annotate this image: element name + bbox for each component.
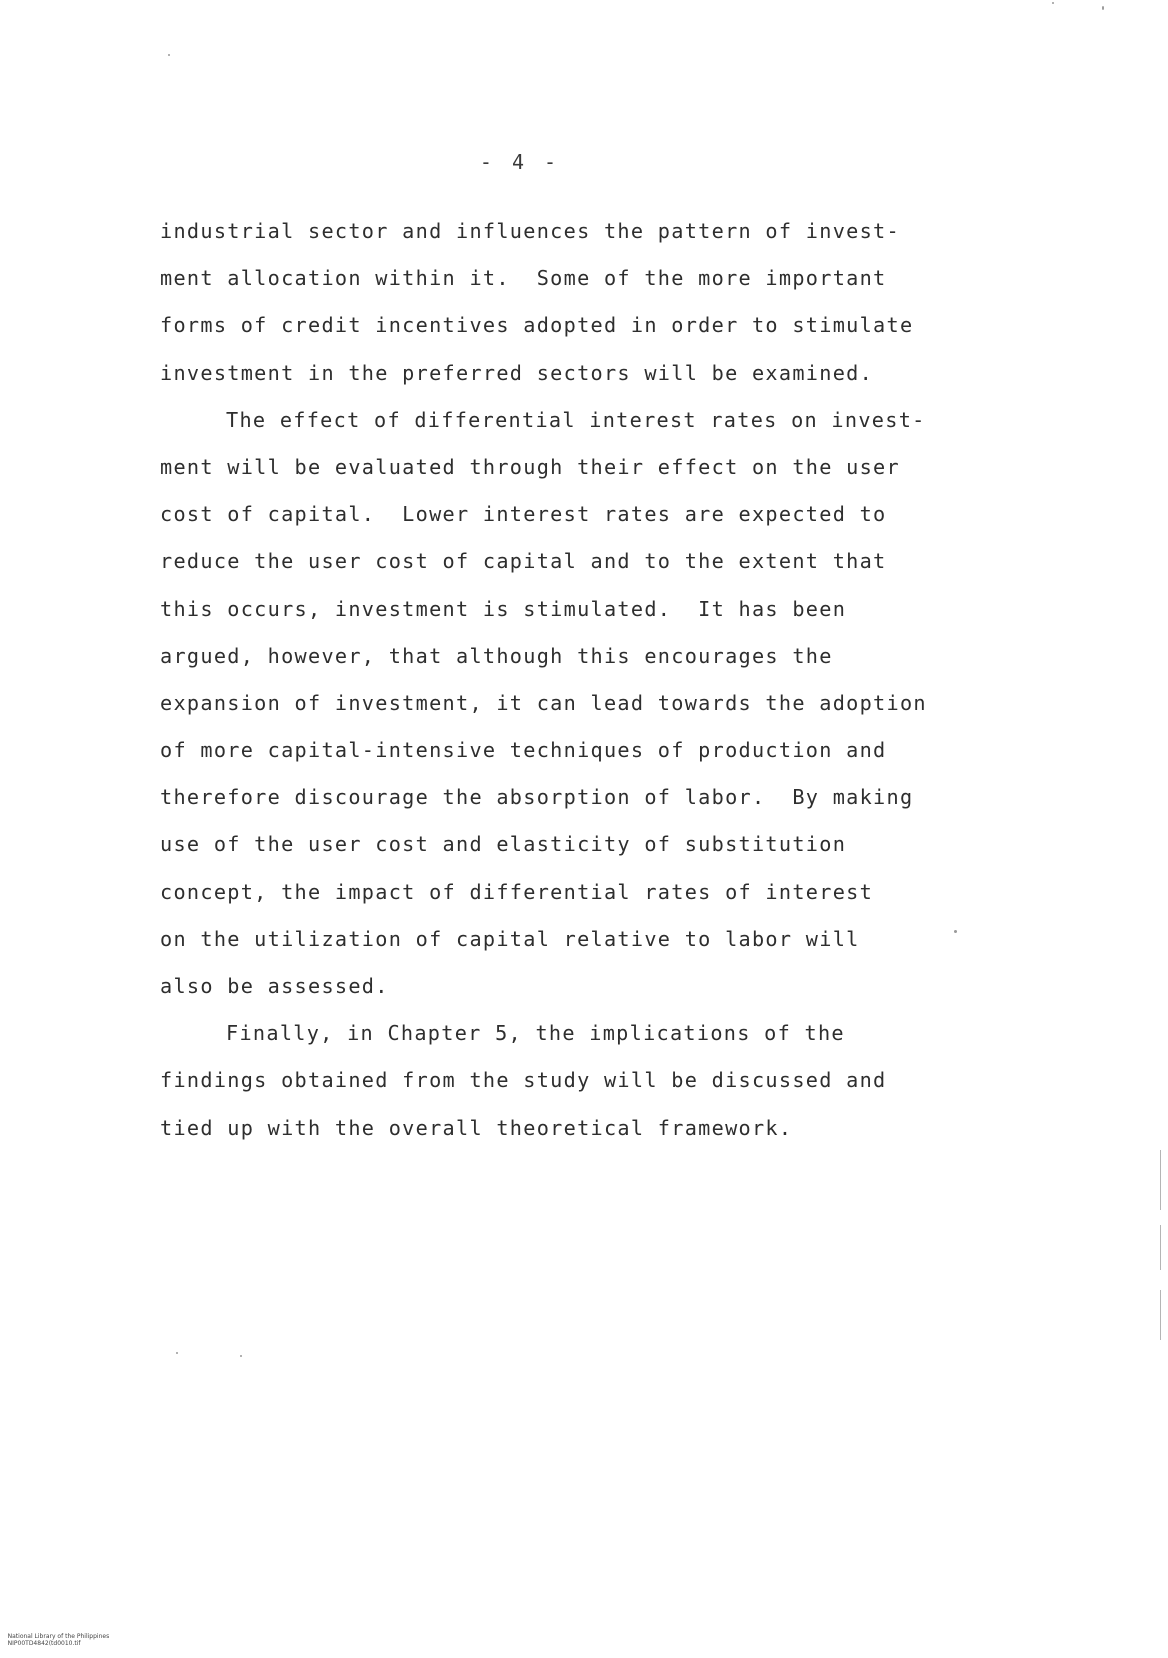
- text-line: findings obtained from the study will be discussed and: [160, 1068, 887, 1093]
- scan-speck: [168, 54, 170, 56]
- text-line: forms of credit incentives adopted in order to stimulate: [160, 313, 914, 338]
- text-line: on the utilization of capital relative to labor will: [160, 926, 860, 951]
- text-line: ment will be evaluated through their effect on the user: [160, 454, 900, 479]
- text-line: tied up with the overall theoretical framework.: [160, 1115, 793, 1140]
- text-line: this occurs, investment is stimulated. It has been: [160, 596, 847, 621]
- text-line: The effect of differential interest rates on invest-: [226, 407, 926, 432]
- text-line: reduce the user cost of capital and to the extent that: [160, 549, 887, 574]
- text-line: concept, the impact of differential rates of interest: [160, 879, 874, 904]
- text-line: ment allocation within it. Some of the more important: [160, 266, 887, 291]
- scan-edge-mark: [1160, 1150, 1161, 1210]
- text-line: industrial sector and influences the pattern of invest-: [160, 219, 900, 243]
- scan-file-id: NIP00TD4842(td0010.tif: [7, 1640, 81, 1647]
- scan-speck: [1052, 2, 1054, 4]
- page-number: - 4 -: [479, 150, 561, 174]
- text-line: cost of capital. Lower interest rates are expected to: [160, 502, 887, 527]
- text-line: of more capital-intensive techniques of production and: [160, 738, 887, 763]
- archive-footer: [0, 1626, 131, 1654]
- text-line: also be assessed.: [160, 974, 389, 998]
- body-text: [160, 208, 950, 1152]
- text-line: Finally, in Chapter 5, the implications of the: [226, 1021, 845, 1046]
- text-line: investment in the preferred sectors will be examined.: [160, 360, 874, 385]
- scan-speck: [176, 1352, 178, 1354]
- scan-speck: [954, 930, 957, 933]
- scan-speck: [1102, 6, 1104, 10]
- text-line: expansion of investment, it can lead towards the adoption: [160, 690, 927, 715]
- archive-name: National Library of the Philippines: [7, 1633, 110, 1640]
- scan-edge-mark: [1160, 1290, 1161, 1340]
- text-line: therefore discourage the absorption of labor. By making: [160, 785, 914, 810]
- text-line: use of the user cost and elasticity of substitution: [160, 832, 847, 857]
- text-line: argued, however, that although this encourages the: [160, 643, 833, 668]
- scan-edge-mark: [1160, 1225, 1161, 1270]
- scan-speck: [240, 1355, 242, 1357]
